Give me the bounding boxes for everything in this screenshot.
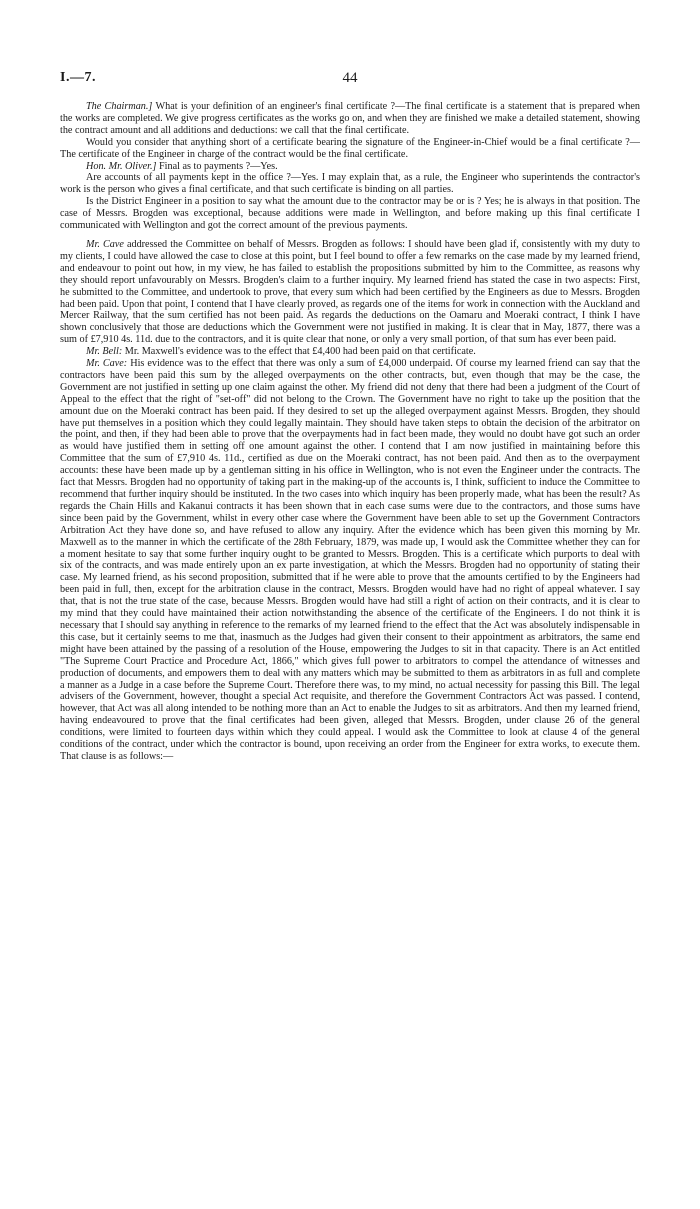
- paragraph: [60, 161, 640, 173]
- document-reference: I.—7.: [60, 70, 96, 85]
- paragraph-text: Mr. Maxwell's evidence was to the effect that £4,400 had been paid on that certificate.: [122, 346, 476, 358]
- paragraph: [60, 101, 640, 137]
- paragraph: [60, 196, 640, 232]
- paragraph-text: Final as to payments ?—Yes.: [156, 160, 278, 172]
- paragraph: [60, 358, 640, 763]
- body-text: [60, 101, 640, 763]
- paragraph: [60, 137, 640, 161]
- speaker-label: Mr. Bell:: [86, 346, 123, 358]
- paragraph-text: Is the District Engineer in a position to say what the amount due to the contractor may be or is ? Yes; he is always in that position. The case of Messrs. Brogden was exceptional, because additions were made in Wellington, and before making up this final certificate I communicated with Wellington and got the correct amount of the previous payments.: [60, 196, 640, 232]
- speaker-label: The Chairman.]: [86, 101, 153, 112]
- paragraph-text: Are accounts of all payments kept in the office ?—Yes. I may explain that, as a rule, the Engineer who superintends the contractor's work is the person who gives a final certificate, and that such certificate is binding on all parties.: [60, 172, 640, 196]
- paragraph: [60, 239, 640, 346]
- speaker-label: Mr. Cave: [86, 238, 124, 250]
- page-header: [60, 70, 640, 90]
- speaker-label: Mr. Cave:: [86, 358, 128, 370]
- paragraph-text: What is your definition of an engineer's final certificate ?—The final certificate is a statement that is prepared when the works are completed. We give progress certificates as the works go on, and when they are finished we make a detailed statement, showing the contract amount and all additions and deductions: we call that the final certificate.: [60, 101, 640, 136]
- paragraph-text: His evidence was to the effect that there was only a sum of £4,000 underpaid. Of course my learned friend can say that the contractors have been paid this sum by the alleged overpayments on the other contracts, but, even though that may be the case, the Government are not justified in setting up one claim against the other. My friend did not deny that there had been a judgment of the Court of Appeal to the effect that the right of "set-off" did not belong to the Crown. The Government have no right to take up the position that the amount due on the Moeraki contract has been paid. If they desired to set up the alleged overpayment against Messrs. Brogden, they should have put themselves in a position which they could legally maintain. They should have taken steps to obtain the decision of the arbitrator on the point, and then, if they had been able to prove that the overpayments had in fact been made, they would no doubt have got such an order as would have justified them in setting off one amount against the other. I contend that I am now justified in maintaining before this Committee that the sum of £7,910 4s. 11d., certified as due on the Moeraki contract, has not been paid. And then as to the overpayment accounts: these have been made up by a gentleman sitting in his office in Wellington, who is not even the Engineer under the contracts. The fact that Messrs. Brogden had no opportunity of taking part in the making-up of the accounts is, I think, sufficient to induce the Committee to recommend that further inquiry should be instituted. In the two cases into which inquiry has been properly made, what has been the result? As regards the Chain Hills and Kakanui contracts it has been shown that in each case sums were due to the contractors, and those sums have since been paid by the Government, whilst in every other case where the Government have been able to set up the Government Contractors Arbitration Act they have done so, and have refused to allow any inquiry. After the evidence which has been given this morning by Mr. Maxwell as to the manner in which the certificate of the 28th February, 1879, was made up, I would ask the Committee whether they can for a moment hesitate to say that some further inquiry ought to be granted to Messrs. Brogden. This is a certificate which purports to deal with six of the contracts, and was made entirely upon an ex parte investigation, at which the Messrs. Brogden had no opportunity of stating their case. My learned friend, as his second proposition, submitted that if he were able to prove that the amounts certified to by the Engineers had been paid in full, then, except for the arbitration clause in the contract, Messrs. Brogden would have had no right of appeal whatever. I say that, that is not the true state of the case, because Messrs. Brogden would have had still a right of action on their contracts, and it is clear to my mind that they could have maintained their action notwithstanding the absence of the certificate of the Engineers. I do not think it is necessary that I should say anything in reference to the remarks of my learned friend to the effect that the Act was absolutely indispensable in this case, but it certainly seems to me that, inasmuch as the Judges had given their consent to their appointment as arbitrators, the same end might have been attained by the passing of a resolution of the House, empowering the Judges to sit in that capacity. There is an Act entitled "The Supreme Court Practice and Procedure Act, 1866," which gives full power to arbitrators to compel the attendance of witnesses and production of documents, and empowers them to deal with any matters which may be submitted to them as arbitrators in as full and complete a manner as a Judge in a case before the Supreme Court. Therefore there was, to my mind, no actual necessity for passing this Bill. The legal advisers of the Government, however, thought a special Act requisite, and therefore the Government Contractors Act was passed. I contend, however, that Act was all along intended to be nothing more than an Act to enable the Judges to sit as arbitrators. And then my learned friend, having endeavoured to prove that the final certificates had been given, alleged that Messrs. Brogden, under clause 26 of the general conditions, were limited to fourteen days within which they could appeal. I would ask the Committee to look at clause 4 of the general conditions of the contract, under which the contractor is bound, upon receiving an order from the Engineer for extra works, to execute them. That clause is as follows:—: [60, 358, 640, 762]
- paragraph-text: addressed the Committee on behalf of Messrs. Brogden as follows: I should have been glad if, consistently with my duty to my clients, I could have allowed the case to close at this point, but I feel bound to offer a few remarks on the case made by my learned friend, and endeavour to point out how, in my view, he has failed to establish the propositions submitted by him to the Committee, as reasons why they should report unfavourably on Messrs. Brogden's claim to a further inquiry. My learned friend has stated the case in two aspects: First, he submitted to the Committee, and undertook to prove, that every sum which had been certified by the Engineers as due to Messrs. Brogden had been paid. Upon that point, I contend that I have clearly proved, as regards one of the items for work in connection with the Auckland and Mercer Railway, that the sum certified has not been paid. As regards the deductions on the Oamaru and Moeraki contract, I think I have shown conclusively that those are deductions which the Government were not justified in making. It is clear that in May, 1877, there was a sum of £7,910 4s. 11d. due to the contractors, and it is quite clear that none, or only a very small portion, of that sum has ever been paid.: [60, 238, 640, 346]
- page-number: 44: [342, 70, 358, 86]
- speaker-label: Hon. Mr. Oliver.]: [86, 160, 157, 172]
- paragraph-text: Would you consider that anything short of a certificate bearing the signature of the Engineer-in-Chief would be a final certificate ?—The certificate of the Engineer in charge of the contract would be the final certificate.: [60, 136, 640, 160]
- paragraph: [60, 346, 640, 358]
- paragraph: [60, 172, 640, 196]
